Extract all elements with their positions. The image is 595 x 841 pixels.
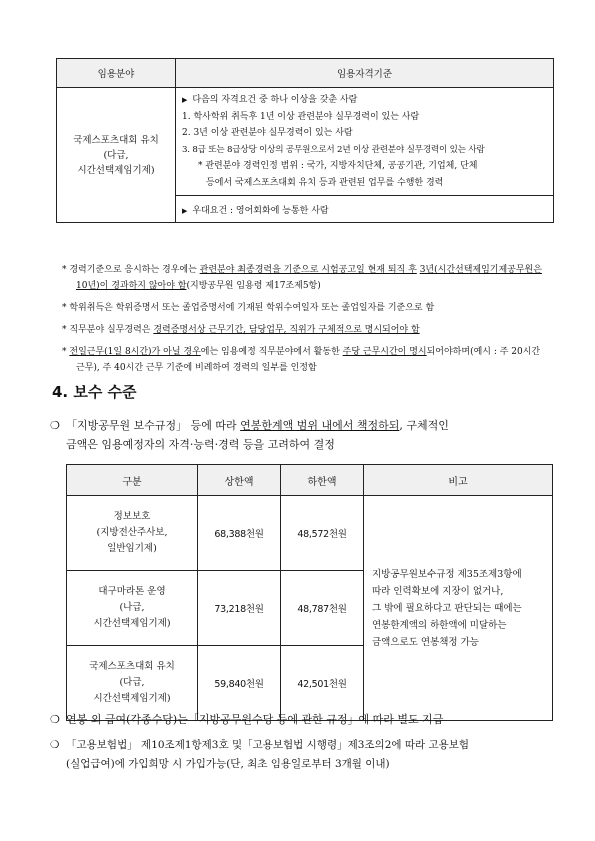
remark-line: 지방공무원보수규정 제35조제3항에 (372, 568, 522, 580)
note-degree: * 학위취득은 학위증명서 또는 졸업증명서에 기재된 학위수여일자 또는 졸업일자를 기준으로 함 (62, 303, 435, 313)
category-line: 일반임기제) (107, 543, 157, 554)
remark-line: 그 밖에 필요하다고 판단되는 때에는 (372, 602, 522, 614)
field-cell (57, 88, 176, 223)
qual-intro: 다음의 자격요건 중 하나 이상을 갖춘 사람 (192, 95, 358, 105)
upper-cell: 73,218천원 (198, 571, 281, 646)
para-text: , 구체적인 (399, 419, 449, 432)
table-row (57, 88, 554, 196)
category-line: 국제스포츠대회 유치 (89, 661, 175, 672)
para-text: (실업급여)에 가입희망 시 가입가능(단, 최초 임용일로부터 3개월 이내) (66, 758, 390, 770)
circle-bullet-icon: ❍ (50, 739, 60, 751)
scope-line: 등에서 국제스포츠대회 유치 등과 관련된 업무를 수행한 경력 (206, 177, 444, 188)
category-line: 정보보호 (113, 511, 151, 522)
field-name: 국제스포츠대회 유치 (73, 134, 159, 146)
note-underline: 주당 근무시간이 명시 (342, 347, 427, 357)
triangle-bullet-icon: ▶ (182, 96, 188, 104)
upper-cell: 59,840천원 (198, 646, 281, 721)
header-field: 임용분야 (57, 59, 176, 88)
remark-line: 따라 인력확보에 지장이 없거나, (372, 585, 504, 597)
prefer-text: 우대요건 : 영어회화에 능통한 사람 (192, 205, 329, 216)
insurance-paragraph (50, 736, 550, 774)
note-parttime (62, 344, 546, 376)
table-header-row (67, 465, 553, 496)
table-row (67, 496, 553, 571)
category-cell (67, 571, 198, 646)
triangle-bullet-icon: ▶ (182, 206, 188, 215)
field-type: 시간선택제임기제) (77, 164, 155, 176)
category-line: 시간선택제임기제) (93, 693, 171, 704)
lower-cell: 48,787천원 (281, 571, 364, 646)
note-underline: 3년(시간선택제임기제공무원은 10년)이 경과하지 않아야 함 (76, 265, 542, 291)
note-underline: 전일근무(1일 8시간)가 아닐 경우 (69, 347, 201, 357)
circle-bullet-icon: ❍ (50, 419, 60, 432)
lower-cell: 48,572천원 (281, 496, 364, 571)
para-text: 「지방공무원 보수규정」 등에 따라 (66, 419, 241, 432)
allowance-paragraph (50, 710, 550, 729)
remark-line: 금액으로도 연봉책정 가능 (372, 636, 479, 648)
category-line: 시간선택제임기제) (93, 618, 171, 629)
category-line: (지방전산주사보, (96, 527, 168, 538)
remark-cell (364, 496, 553, 721)
category-line: (다급, (119, 677, 145, 688)
field-grade: (다급, (103, 149, 129, 161)
category-line: 대구마라톤 운영 (98, 586, 166, 597)
salary-paragraph (50, 416, 550, 454)
header-remark: 비고 (364, 465, 553, 496)
header-category: 구분 (67, 465, 198, 496)
note-career (62, 322, 546, 338)
note-text: * 경력기준으로 응시하는 경우에는 (62, 265, 200, 275)
header-qualification: 임용자격기준 (176, 59, 554, 88)
note-text: 에는 임용예정 직무분야에서 활동한 (200, 347, 343, 357)
upper-cell: 68,388천원 (198, 496, 281, 571)
note-underline: 관련분야 최종경력을 기준으로 시험공고일 현재 퇴직 후 (199, 265, 417, 275)
table-header-row (57, 59, 554, 88)
note-text: (지방공무원 임용령 제17조제5항) (186, 281, 321, 291)
scope-line: * 관련분야 경력인정 범위 : 국가, 지방자치단체, 공공기관, 기업체, 단체 (198, 161, 478, 171)
note-text: * 직무분야 실무경력은 (62, 325, 154, 335)
section-title: 4. 보수 수준 (52, 383, 137, 401)
circle-bullet-icon: ❍ (50, 713, 60, 726)
category-cell (67, 496, 198, 571)
lower-cell: 42,501천원 (281, 646, 364, 721)
note-text: * (62, 347, 70, 357)
qualification-table (56, 58, 554, 223)
remark-line: 연봉한계액의 하한액에 미달하는 (372, 619, 507, 631)
qual-item: 3. 8급 또는 8급상당 이상의 공무원으로서 2년 이상 관련분야 실무경력이 있는 사람 (182, 144, 485, 155)
category-line: (나급, (119, 602, 145, 613)
prefer-cell (176, 196, 554, 223)
note-underline: 경력증명서상 근무기간, 담당업무, 직위가 구체적으로 명시되어야 함 (153, 325, 420, 335)
para-text: 연봉 외 급여(각종수당)는「지방공무원수당 등에 관한 규정」에 따라 별도 지급 (66, 713, 444, 726)
para-text: 금액은 임용예정자의 자격·능력·경력 등을 고려하여 결정 (66, 438, 335, 451)
note-experience (62, 262, 546, 294)
salary-table (66, 464, 553, 721)
notes-block (62, 262, 546, 382)
qual-item: 2. 3년 이상 관련분야 실무경력이 있는 사람 (182, 128, 353, 138)
para-text: 「고용보험법」 제10조제1항제3호 및「고용보험법 시행령」제3조의2에 따라 고용보험 (66, 739, 470, 751)
note-text: 되어야하며(예시 : 주 20시간 근무), 주 40시간 근무 기준에 비례하여 경력의 일부를 인정함 (76, 347, 541, 373)
qual-item: 1. 학사학위 취득후 1년 이상 관련분야 실무경력이 있는 사람 (182, 111, 420, 122)
header-upper: 상한액 (198, 465, 281, 496)
header-lower: 하한액 (281, 465, 364, 496)
qualification-cell (176, 88, 554, 196)
para-underline: 연봉한계액 범위 내에서 책정하되 (240, 419, 400, 432)
